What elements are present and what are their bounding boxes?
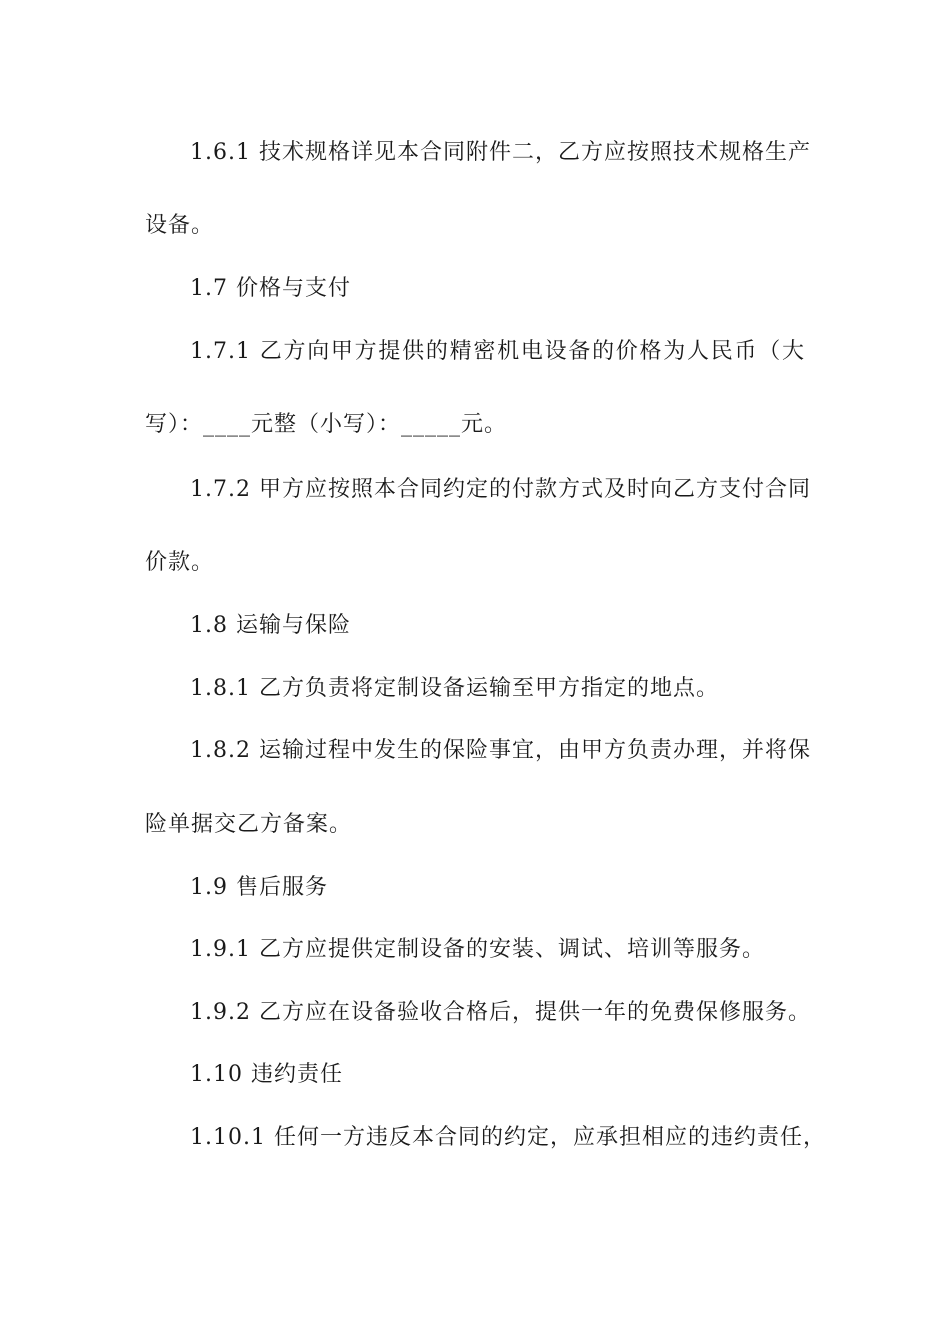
- clause-1-8-1: 1.8.1 乙方负责将定制设备运输至甲方指定的地点。: [190, 676, 719, 701]
- clause-1-7-2-line-2: 价款。: [145, 550, 215, 575]
- clause-1-6-1-line-2: 设备。: [145, 213, 215, 238]
- clause-1-10-1-line-1: 1.10.1 任何一方违反本合同的约定，应承担相应的违约责任，: [190, 1125, 826, 1150]
- section-heading-1-7: 1.7 价格与支付: [190, 276, 351, 301]
- clause-1-9-1: 1.9.1 乙方应提供定制设备的安装、调试、培训等服务。: [190, 937, 765, 962]
- section-heading-1-10: 1.10 违约责任: [190, 1062, 343, 1087]
- clause-1-7-2-line-1: 1.7.2 甲方应按照本合同约定的付款方式及时向乙方支付合同: [190, 477, 811, 502]
- section-heading-1-8: 1.8 运输与保险: [190, 613, 351, 638]
- clause-1-8-2-line-1: 1.8.2 运输过程中发生的保险事宜，由甲方负责办理，并将保: [190, 738, 811, 763]
- clause-1-7-1-line-2: 写）：____元整（小写）：_____元。: [145, 412, 508, 437]
- clause-1-8-2-line-2: 险单据交乙方备案。: [145, 812, 353, 837]
- clause-1-7-1-line-1: 1.7.1 乙方向甲方提供的精密机电设备的价格为人民币（大: [190, 339, 805, 364]
- section-heading-1-9: 1.9 售后服务: [190, 875, 328, 900]
- clause-1-6-1-line-1: 1.6.1 技术规格详见本合同附件二，乙方应按照技术规格生产: [190, 140, 811, 165]
- clause-1-9-2: 1.9.2 乙方应在设备验收合格后，提供一年的免费保修服务。: [190, 1000, 811, 1025]
